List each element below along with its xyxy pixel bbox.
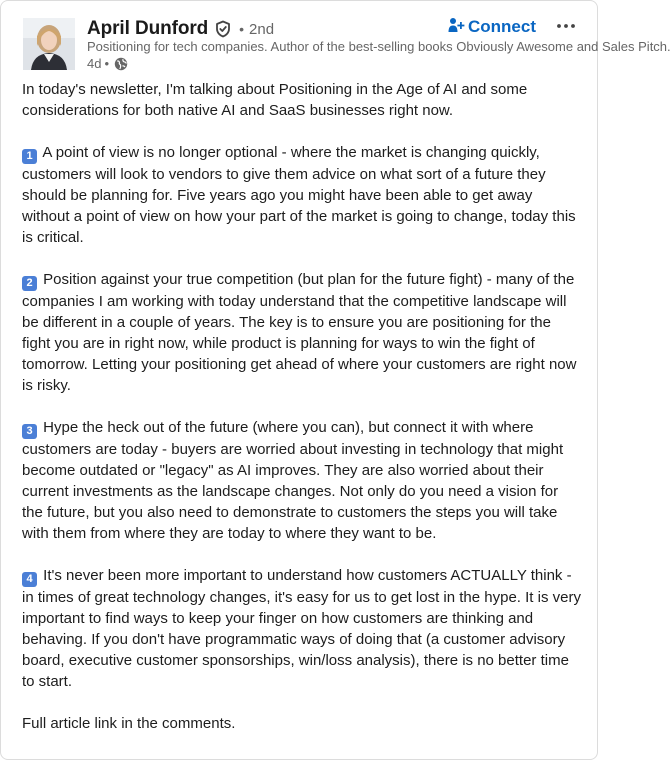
ellipsis-icon [556,16,576,34]
more-options-button[interactable] [555,14,577,36]
post-outro: Full article link in the comments. [22,715,236,732]
connection-degree: 2nd [249,20,275,38]
post-point-text: A point of view is no longer optional - where the market is changing quickly, customers will look to vendors to give them advice on what sort of a future they should be planning for. Five years ago you might have been able to get away without a point of view on how your part of the market is going to change, today this is critical. [22,144,576,246]
avatar[interactable] [23,18,75,70]
post-meta [87,56,128,71]
person-add-icon [448,17,468,38]
post-time: 4d [87,56,102,71]
author-name-row [87,17,274,41]
post-point-4 [22,565,582,692]
post-point-text: It's never been more important to understand how customers ACTUALLY think - in times of great technology changes, it's easy for us to get lost in the hype. It is very important to find ways to keep your finger on how customers are thinking and behaving. If you don't have programmatic ways of doing that (a customer advisory board, executive customer sponsorships, win/loss analysis), there is no better time to start. [22,567,581,690]
connect-label: Connect [468,17,536,36]
separator-dot: • [104,56,110,71]
number-2-badge: 2 [22,276,37,291]
author-headline: Positioning for tech companies. Author of the best-selling books Obviously Awesome and Sales Pitch. [87,39,671,54]
author-name[interactable]: April Dunford [87,18,209,39]
number-1-badge: 1 [22,149,37,164]
globe-icon [114,57,128,71]
post-point-text: Hype the heck out of the future (where you can), but connect it with where customers are today - buyers are worried about investing in technology that might become outdated or "legacy" as AI improves. They are also worried about their current investments as the landscape changes. Not only do you need a vision for the future, but you also need to demonstrate to customers the steps you will take with them from where they are today to where they want to be. [22,419,564,542]
post-point-text: Position against your true competition (but plan for the future fight) - many of the companies I am working with today understand that the competitive landscape will be different in a couple of years. The key is to ensure you are positioning for the fight you are in right now, while product is planning for ways to win the fight of tomorrow. Letting your positioning get ahead of where your customers are right now is risky. [22,271,577,394]
number-4-badge: 4 [22,572,37,587]
post-point-2 [22,269,582,396]
post-body [22,79,582,755]
post-intro: In today's newsletter, I'm talking about Positioning in the Age of AI and some considerations for both native AI and SaaS businesses right now. [22,81,528,119]
post-point-1 [22,142,582,248]
number-3-badge: 3 [22,424,37,439]
connect-button[interactable] [448,15,536,39]
verified-shield-icon [214,20,232,38]
post-point-3 [22,417,582,544]
post-header [1,1,671,81]
separator-dot: • [239,21,245,37]
